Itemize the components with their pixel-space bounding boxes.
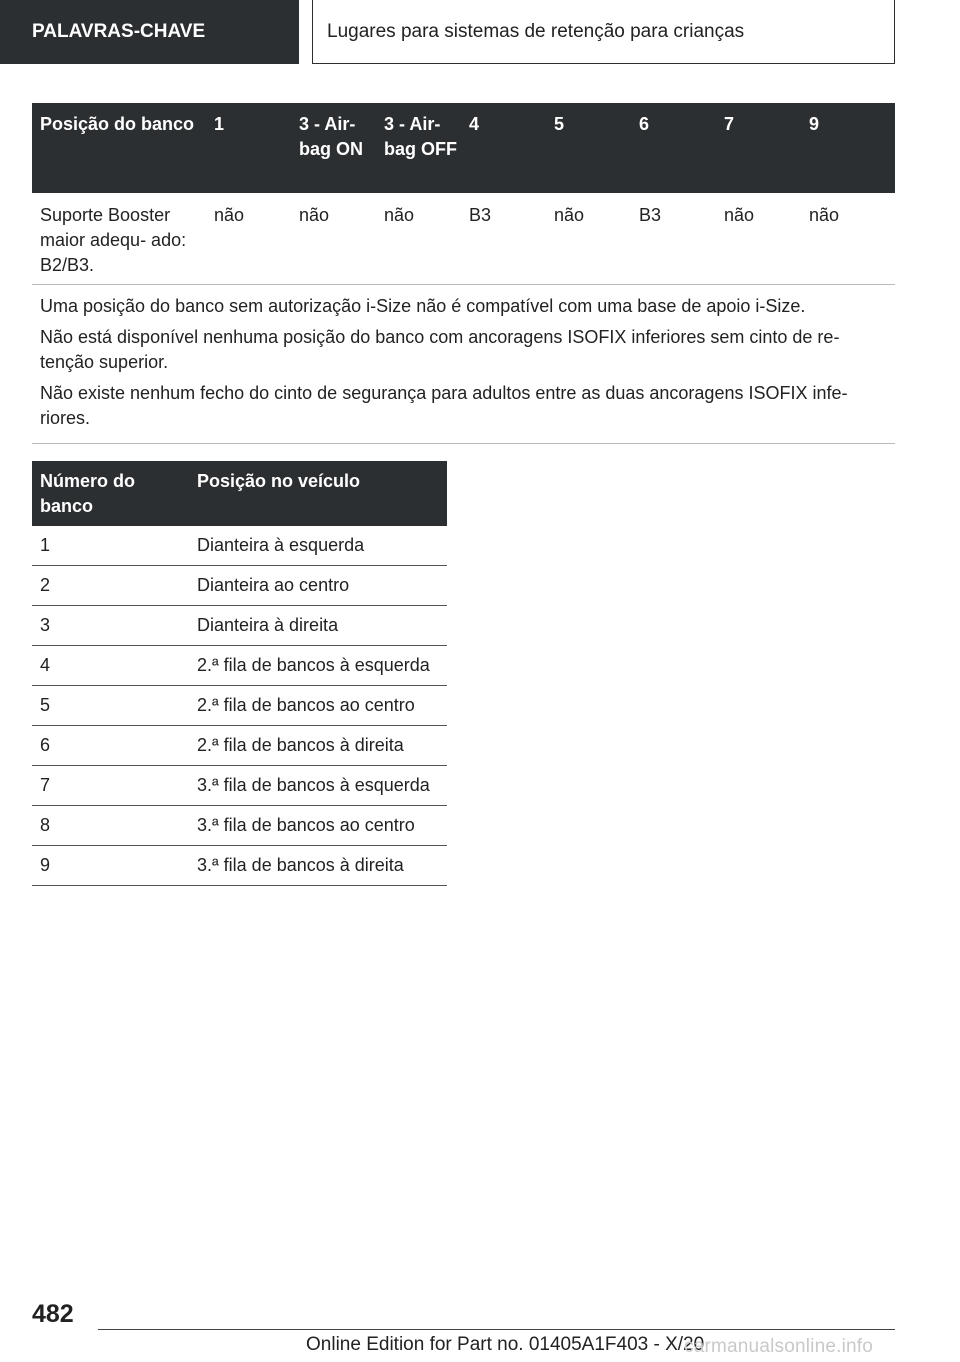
seat-position: 3.ª fila de bancos ao centro — [189, 806, 447, 846]
table-cell: não — [716, 193, 801, 285]
table-note: Não existe nenhum fecho do cinto de segurança para adultos entre as duas ancoragens ISOFIX infe- riores. — [40, 383, 848, 428]
table-cell: não — [291, 193, 376, 285]
table-row — [32, 726, 447, 766]
seat-number: 1 — [32, 526, 189, 566]
page-number: 482 — [32, 1300, 74, 1328]
page-title-box — [312, 0, 895, 64]
seat-position-table — [32, 103, 895, 444]
column-header: Número do banco — [32, 461, 189, 526]
table-note: Não está disponível nenhuma posição do banco com ancoragens ISOFIX inferiores sem cinto de re- tenção superior. — [40, 327, 840, 372]
table-row — [32, 606, 447, 646]
table-notes-row — [32, 285, 895, 444]
watermark: carmanualsonline.info — [684, 1336, 874, 1357]
column-header: 6 — [631, 103, 716, 193]
column-header: 4 — [461, 103, 546, 193]
footer-edition: Online Edition for Part no. 01405A1F403 - X/20 — [306, 1334, 705, 1355]
table-note: Uma posição do banco sem autorização i-Size não é compatível com uma base de apoio i-Size. — [40, 296, 806, 316]
seat-number: 7 — [32, 766, 189, 806]
seat-position: 2.ª fila de bancos à esquerda — [189, 646, 447, 686]
table-cell: não — [376, 193, 461, 285]
seat-position: Dianteira ao centro — [189, 566, 447, 606]
table-cell: Suporte Booster maior adequ- ado: B2/B3. — [32, 193, 206, 285]
table-cell: B3 — [461, 193, 546, 285]
column-header: 3 - Air- bag ON — [291, 103, 376, 193]
table-row — [32, 526, 447, 566]
seat-number: 5 — [32, 686, 189, 726]
table-row — [32, 646, 447, 686]
table-row — [32, 193, 895, 285]
seat-number: 2 — [32, 566, 189, 606]
table-row — [32, 846, 447, 886]
seat-number-table — [32, 461, 447, 886]
seat-position: Dianteira à esquerda — [189, 526, 447, 566]
table-row — [32, 766, 447, 806]
column-header: 7 — [716, 103, 801, 193]
table-notes — [32, 285, 895, 444]
column-header: 3 - Air- bag OFF — [376, 103, 461, 193]
column-header: 9 — [801, 103, 895, 193]
table-header-row — [32, 103, 895, 193]
seat-position: 3.ª fila de bancos à direita — [189, 846, 447, 886]
section-label: PALAVRAS-CHAVE — [32, 21, 206, 42]
seat-position: 2.ª fila de bancos à direita — [189, 726, 447, 766]
table-cell: não — [206, 193, 291, 285]
seat-number: 3 — [32, 606, 189, 646]
column-header: Posição do banco — [32, 103, 206, 193]
table-cell: B3 — [631, 193, 716, 285]
table-header-row — [32, 461, 447, 526]
seat-number: 6 — [32, 726, 189, 766]
table-cell: não — [801, 193, 895, 285]
page-title: Lugares para sistemas de retenção para crianças — [327, 20, 745, 42]
table-row — [32, 806, 447, 846]
seat-position: 3.ª fila de bancos à esquerda — [189, 766, 447, 806]
seat-position: Dianteira à direita — [189, 606, 447, 646]
footer-divider — [98, 1329, 895, 1330]
table-row — [32, 566, 447, 606]
seat-number: 9 — [32, 846, 189, 886]
seat-position: 2.ª fila de bancos ao centro — [189, 686, 447, 726]
section-tab[interactable] — [0, 0, 299, 64]
column-header: Posição no veículo — [189, 461, 447, 526]
seat-number: 8 — [32, 806, 189, 846]
seat-number: 4 — [32, 646, 189, 686]
table-row — [32, 686, 447, 726]
column-header: 1 — [206, 103, 291, 193]
table-cell: não — [546, 193, 631, 285]
column-header: 5 — [546, 103, 631, 193]
